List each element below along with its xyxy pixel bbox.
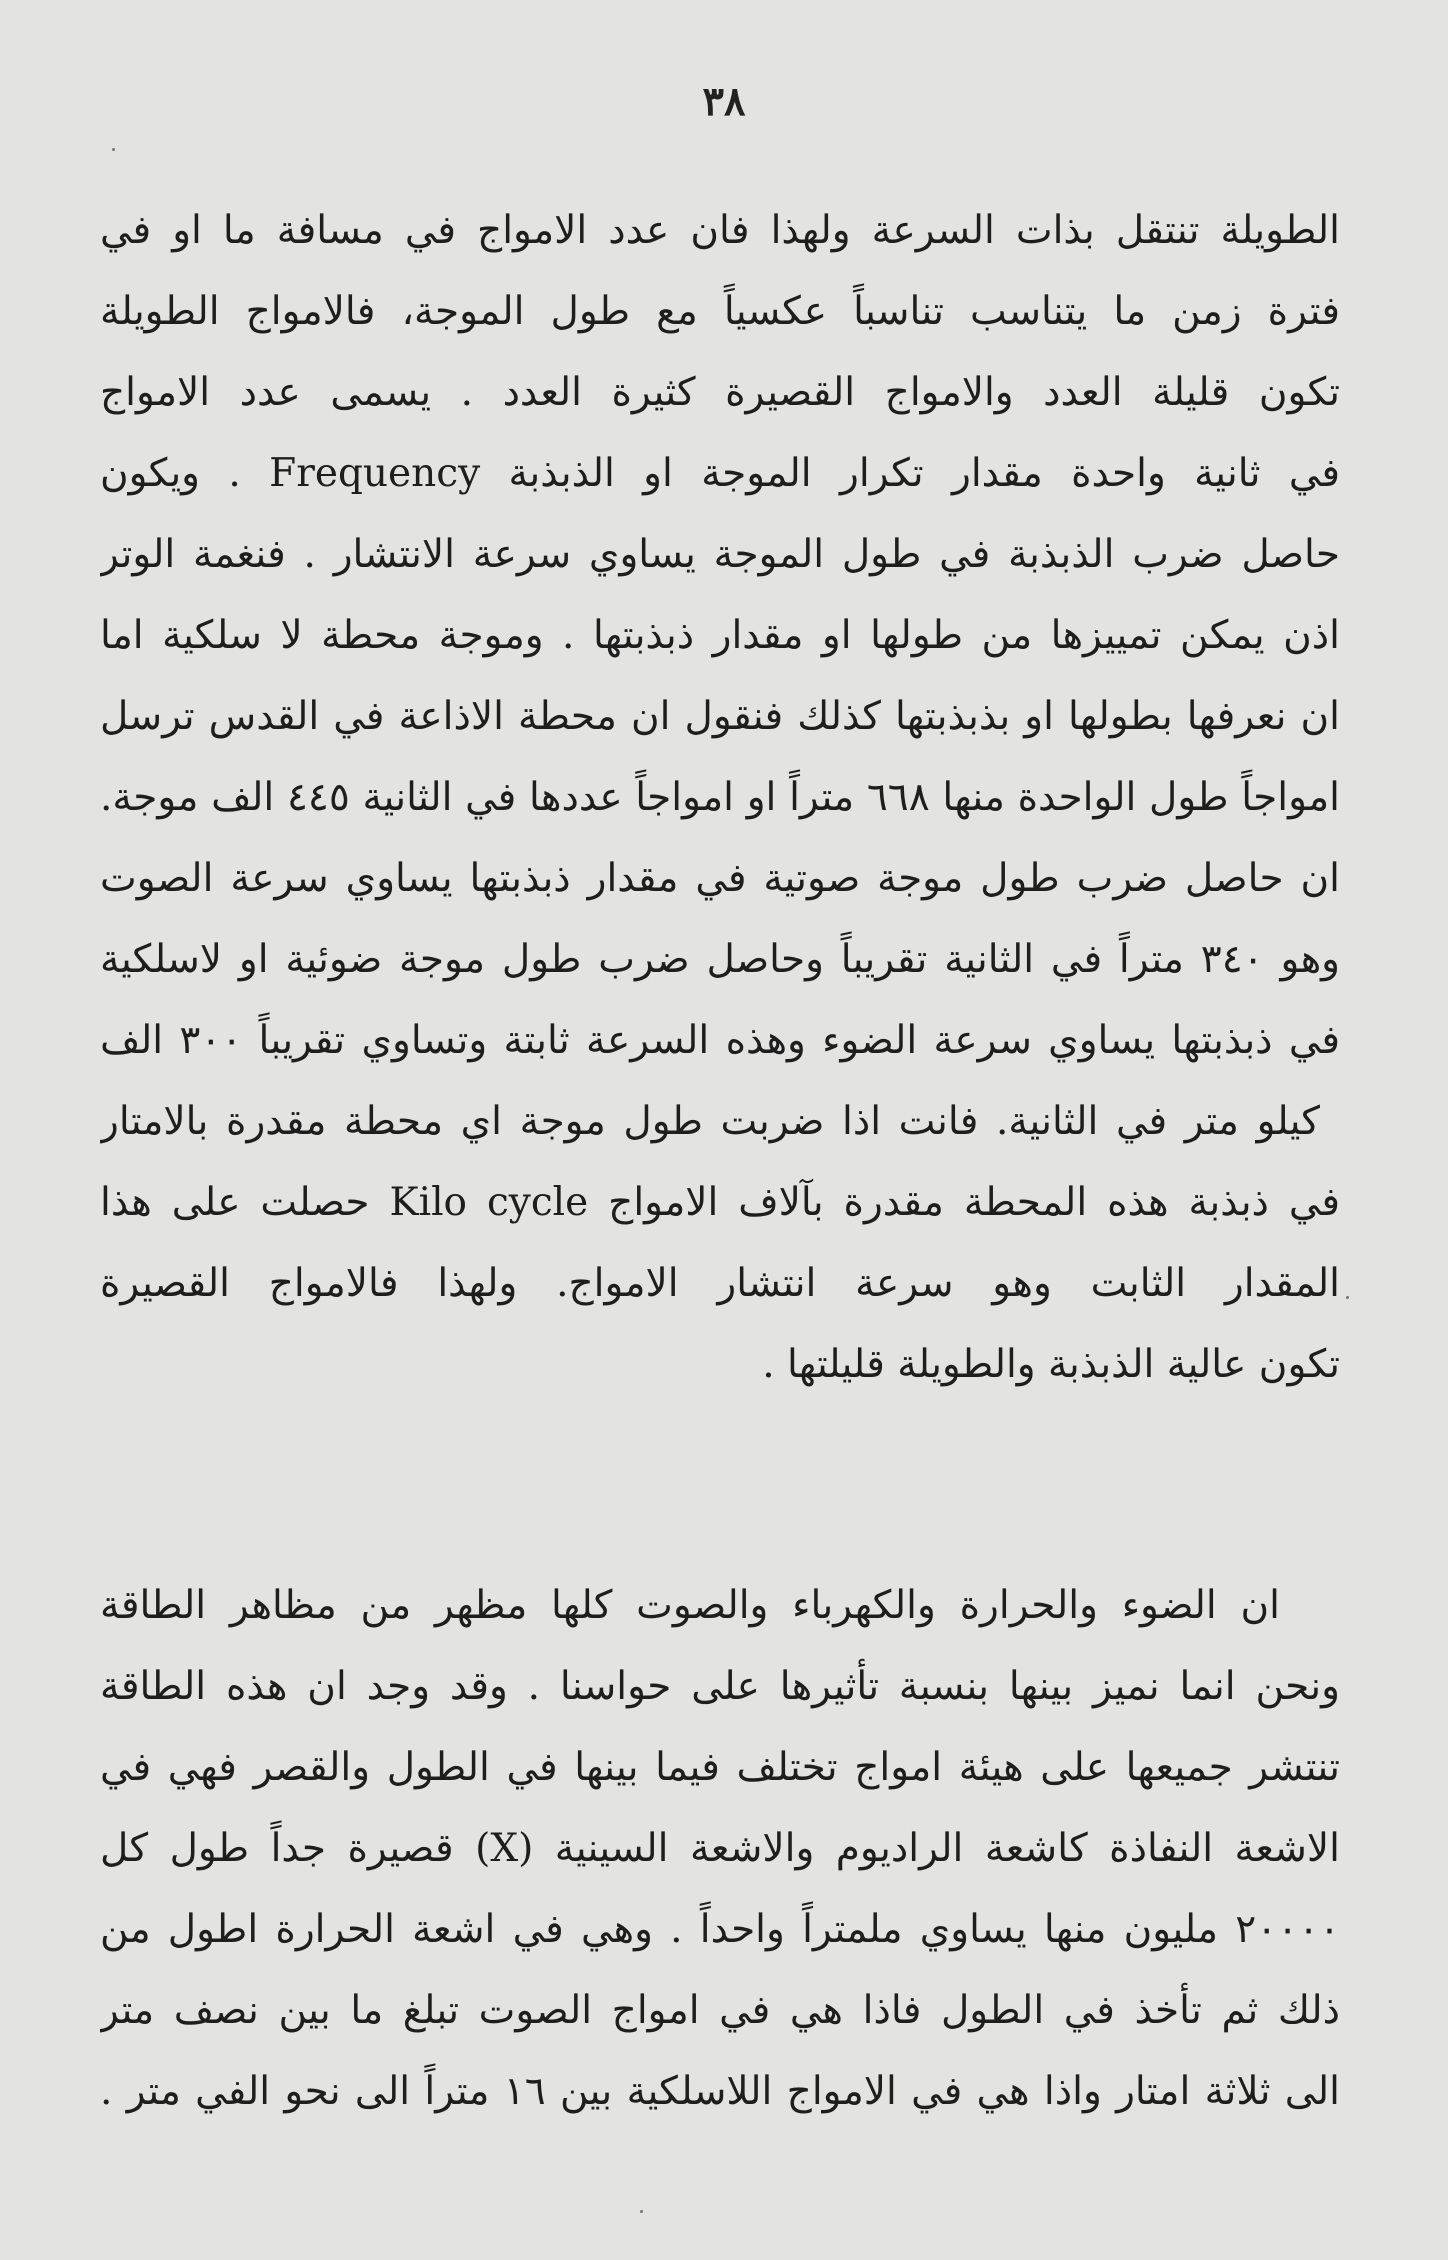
text-line: الاشعة النفاذة كاشعة الراديوم والاشعة السينية (X) قصيرة جداً طول كل: [100, 1826, 1340, 1871]
text-line: كيلو متر في الثانية. فانت اذا ضربت طول موجة اي محطة مقدرة بالامتار: [100, 1099, 1320, 1144]
text-line: ان نعرفها بطولها او بذبذبتها كذلك فنقول ان محطة الاذاعة في القدس ترسل: [100, 694, 1340, 739]
text-line: ان حاصل ضرب طول موجة صوتية في مقدار ذبذبتها يساوي سرعة الصوت: [100, 856, 1340, 901]
text-line: تنتشر جميعها على هيئة امواج تختلف فيما بينها في الطول والقصر فهي في: [100, 1745, 1340, 1790]
text-line: اذن يمكن تمييزها من طولها او مقدار ذبذبتها . وموجة محطة لا سلكية اما: [100, 613, 1340, 658]
text-line: امواجاً طول الواحدة منها ٦٦٨ متراً او امواجاً عددها في الثانية ٤٤٥ الف موجة.: [100, 775, 1340, 820]
text-line: في ذبذبتها يساوي سرعة الضوء وهذه السرعة ثابتة وتساوي تقريباً ٣٠٠ الف: [100, 1018, 1340, 1063]
paper-speck: [640, 2210, 643, 2213]
text-line: ان الضوء والحرارة والكهرباء والصوت كلها مظهر من مظاهر الطاقة: [100, 1583, 1280, 1628]
paragraph-2: [100, 1565, 1340, 2132]
paper-speck: [1346, 1296, 1349, 1299]
text-line: فترة زمن ما يتناسب تناسباً عكسياً مع طول الموجة، فالامواج الطويلة: [100, 289, 1340, 334]
text-line: في ثانية واحدة مقدار تكرار الموجة او الذبذبة Frequency . ويكون: [100, 451, 1340, 496]
text-line: ونحن انما نميز بينها بنسبة تأثيرها على حواسنا . وقد وجد ان هذه الطاقة: [100, 1664, 1340, 1709]
text-line: ٢٠٠٠٠ مليون منها يساوي ملمتراً واحداً . وهي في اشعة الحرارة اطول من: [100, 1907, 1340, 1952]
text-line: المقدار الثابت وهو سرعة انتشار الامواج. ولهذا فالامواج القصيرة: [100, 1261, 1340, 1306]
text-line: تكون عالية الذبذبة والطويلة قليلتها .: [762, 1342, 1340, 1387]
text-line: الطويلة تنتقل بذات السرعة ولهذا فان عدد الامواج في مسافة ما او في: [100, 208, 1340, 253]
text-line: تكون قليلة العدد والامواج القصيرة كثيرة العدد . يسمى عدد الامواج: [100, 370, 1340, 415]
text-line: ذلك ثم تأخذ في الطول فاذا هي في امواج الصوت تبلغ ما بين نصف متر: [100, 1988, 1340, 2033]
text-line: وهو ٣٤٠ متراً في الثانية تقريباً وحاصل ضرب طول موجة ضوئية او لاسلكية: [100, 937, 1340, 982]
text-line: حاصل ضرب الذبذبة في طول الموجة يساوي سرعة الانتشار . فنغمة الوتر: [100, 532, 1340, 577]
text-line: الى ثلاثة امتار واذا هي في الامواج اللاسلكية بين ١٦ متراً الى نحو الفي متر .: [100, 2069, 1340, 2114]
paragraph-1: [100, 190, 1340, 1405]
paper-speck: [112, 148, 115, 151]
text-line: في ذبذبة هذه المحطة مقدرة بآلاف الامواج Kilo cycle حصلت على هذا: [100, 1180, 1340, 1225]
page-number: ٣٨: [702, 78, 746, 125]
